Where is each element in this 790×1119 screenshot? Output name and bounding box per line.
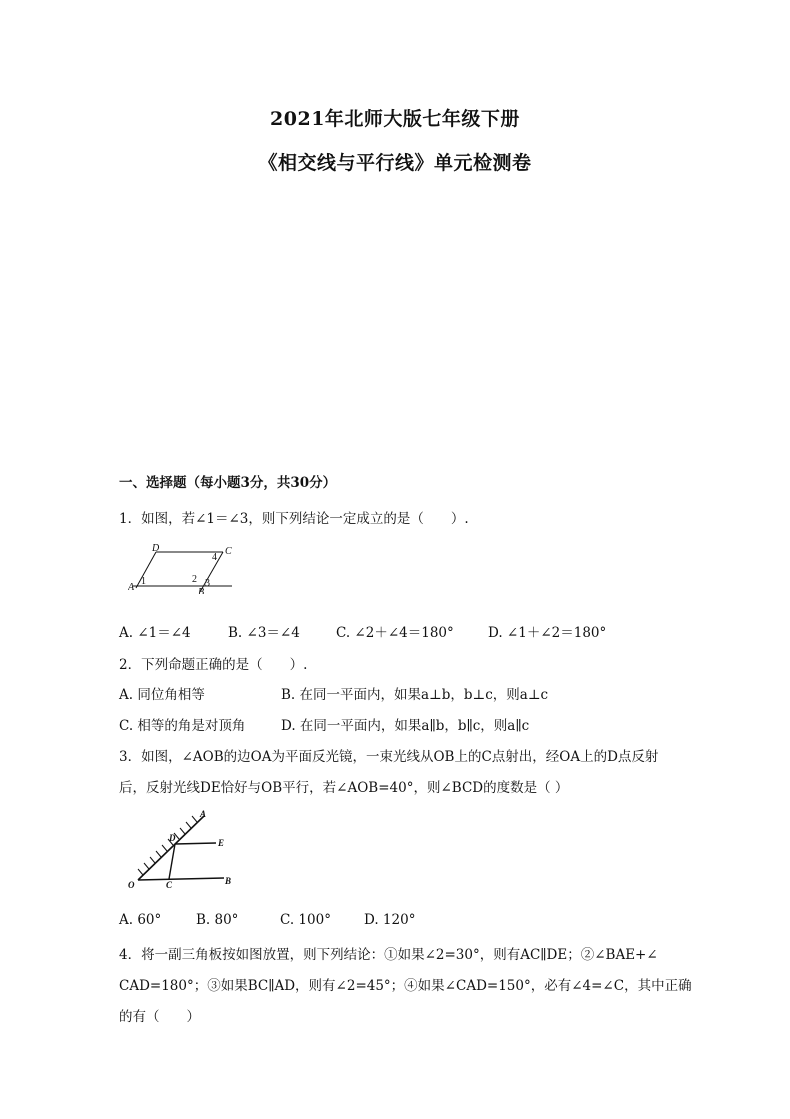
q2-stem: 2．下列命题正确的是（ ）. bbox=[119, 657, 308, 673]
q1-figure bbox=[128, 544, 238, 594]
q4-stem-line3: 的有（ ） bbox=[119, 1009, 200, 1025]
q1-option-a: A. ∠1＝∠4 bbox=[119, 625, 191, 641]
q3-option-b: B. 80° bbox=[196, 912, 239, 928]
q2-option-b: B. 在同一平面内，如果a⊥b，b⊥c，则a⊥c bbox=[281, 687, 549, 703]
q3-label-C: C bbox=[166, 880, 173, 890]
q1-label-C: C bbox=[225, 546, 232, 557]
q1-label-D: D bbox=[152, 544, 160, 554]
q1-option-b: B. ∠3＝∠4 bbox=[228, 625, 300, 641]
q3-label-D: D bbox=[169, 833, 176, 843]
q3-option-d: D. 120° bbox=[364, 912, 416, 928]
q1-option-c: C. ∠2＋∠4＝180° bbox=[336, 625, 454, 641]
q1-label-A: A bbox=[128, 582, 135, 593]
q1-option-d: D. ∠1＋∠2＝180° bbox=[488, 625, 607, 641]
q1-label-3: 3 bbox=[205, 578, 210, 589]
q3-label-B: B bbox=[225, 876, 232, 886]
q3-label-E: E bbox=[218, 838, 225, 848]
q4-stem-line1: 4．将一副三角板按如图放置，则下列结论：①如果∠2=30°，则有AC∥DE；②∠BAE+∠ bbox=[119, 947, 658, 963]
doc-title-line2: 《相交线与平行线》单元检测卷 bbox=[258, 152, 532, 174]
q3-figure bbox=[124, 808, 236, 893]
doc-title-line1: 2021年北师大版七年级下册 bbox=[270, 108, 520, 130]
q2-option-d: D. 在同一平面内，如果a∥b，b∥c，则a∥c bbox=[281, 718, 530, 734]
q3-option-c: C. 100° bbox=[280, 912, 331, 928]
q3-label-A: A bbox=[200, 809, 207, 819]
q1-label-1: 1 bbox=[141, 576, 146, 587]
q2-option-c: C. 相等的角是对顶角 bbox=[119, 718, 246, 734]
q1-label-2: 2 bbox=[192, 574, 197, 585]
q3-option-a: A. 60° bbox=[119, 912, 162, 928]
q4-stem-line2: CAD=180°；③如果BC∥AD，则有∠2=45°；④如果∠CAD=150°，必有∠4=∠C，其中正确 bbox=[119, 978, 692, 994]
q1-label-4: 4 bbox=[212, 552, 217, 563]
section-heading: 一、选择题（每小题3分，共30分） bbox=[119, 475, 337, 491]
q3-stem-line2: 后，反射光线DE恰好与OB平行，若∠AOB=40°，则∠BCD的度数是（ ） bbox=[119, 780, 569, 796]
q1-stem: 1．如图，若∠1＝∠3，则下列结论一定成立的是（ ）. bbox=[119, 511, 469, 527]
q2-option-a: A. 同位角相等 bbox=[119, 687, 205, 703]
q3-stem-line1: 3．如图，∠AOB的边OA为平面反光镜，一束光线从OB上的C点射出，经OA上的D点反射 bbox=[119, 749, 659, 765]
q1-label-B: B bbox=[198, 587, 205, 594]
q3-label-O: O bbox=[128, 880, 135, 890]
